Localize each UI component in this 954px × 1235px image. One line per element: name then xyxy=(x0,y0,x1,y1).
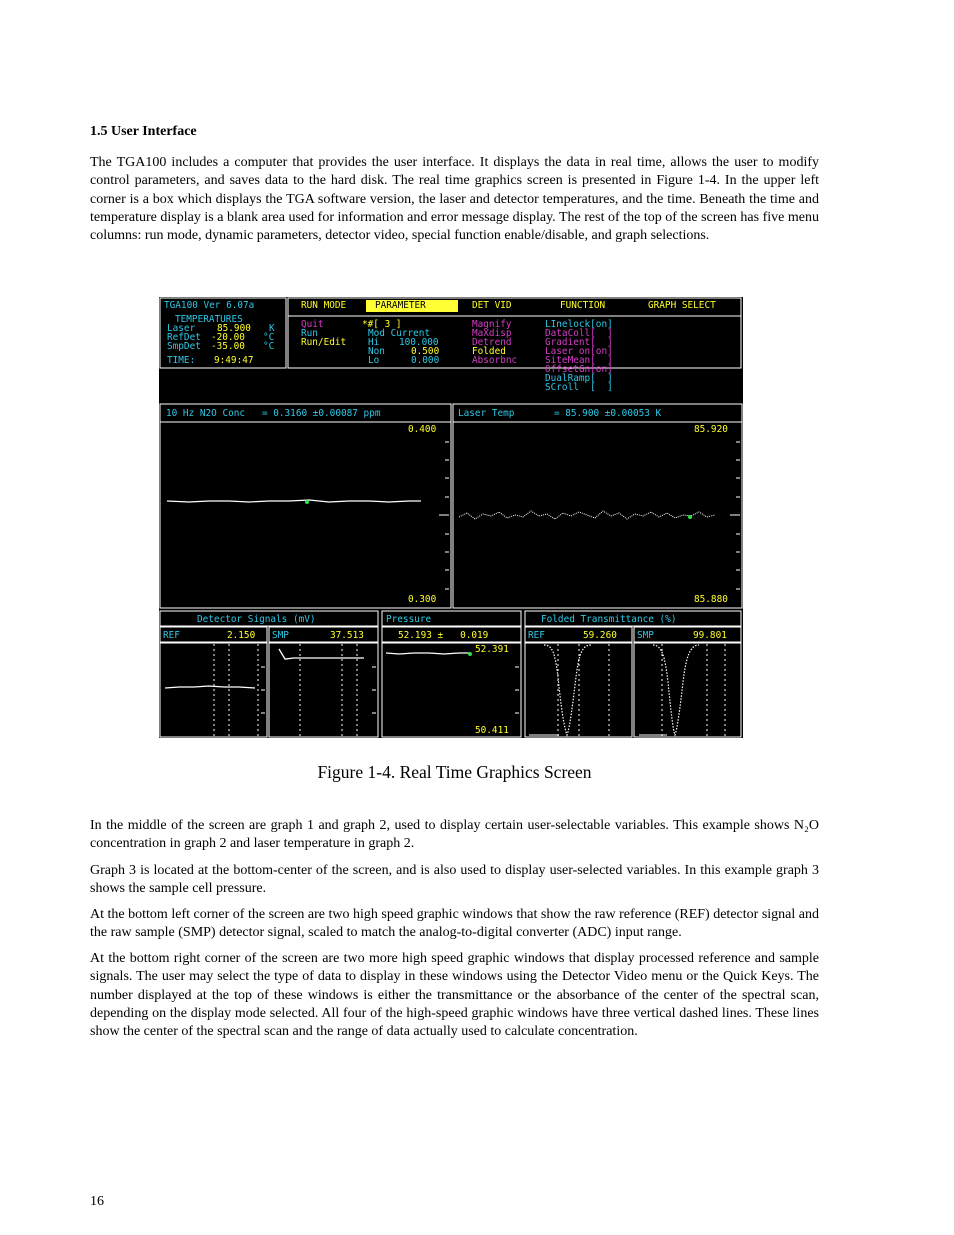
pressure-bottom-value: 50.411 xyxy=(475,725,509,736)
page-number: 16 xyxy=(90,1194,104,1209)
graph2-trace xyxy=(459,511,715,519)
func-scroll[interactable]: SCroll [ ] xyxy=(545,382,613,393)
smpdet-value: -35.00 xyxy=(211,341,245,352)
graph1-header: 10 Hz N2O Conc = 0.3160 ±0.00087 ppm xyxy=(166,408,381,419)
func-datacoll[interactable]: DataColl[ ] xyxy=(545,328,613,339)
runmode-quit[interactable]: Quit xyxy=(301,319,324,330)
param-label-lo[interactable]: Lo xyxy=(368,355,380,366)
smpdet-label: SmpDet xyxy=(167,341,201,352)
ref-label: REF xyxy=(163,630,180,641)
pressure-title: Pressure xyxy=(386,614,432,625)
func-offsetgn[interactable]: OffsetGn[on] xyxy=(545,364,613,375)
folded-smp-value: 99.801 xyxy=(693,630,727,641)
real-time-graphics-screenshot xyxy=(159,297,743,738)
section-heading: 1.5 User Interface xyxy=(90,124,197,139)
graph1-top-value: 0.400 xyxy=(408,424,437,435)
pressure-value: 52.193 ± 0.019 xyxy=(398,630,489,641)
param-value-non: 0.500 xyxy=(411,346,440,357)
laser-temp-value: 85.900 xyxy=(217,323,251,334)
menu-run-mode[interactable]: RUN MODE xyxy=(301,300,347,311)
folded-ref-value: 59.260 xyxy=(583,630,617,641)
graph2-top-value: 85.920 xyxy=(694,424,728,435)
processed-windows-paragraph: At the bottom right corner of the screen are two more high speed graphic windows that display processed reference and sample signals. The user may select the type of data to display in these windows using the Detector Video menu or the Quick Keys. The number displayed at the top of these windows is either the transmittance or the absorbance of the center of the spectral scan, depending on the display mode selected. All four of the high-speed graphic windows have three vertical dashed lines. These lines show the center of the spectral scan and the range of data actually used to calculate concentration. xyxy=(90,951,819,1040)
param-label-non[interactable]: Non xyxy=(368,346,385,357)
graph1-trace xyxy=(167,500,421,502)
param-label-hi[interactable]: Hi xyxy=(368,337,380,348)
detvid-folded[interactable]: Folded xyxy=(472,346,506,357)
refdet-label: RefDet xyxy=(167,332,201,343)
detvid-detrend[interactable]: Detrend xyxy=(472,337,512,348)
smp-value: 37.513 xyxy=(330,630,364,641)
param-label-mod-current[interactable]: Mod Current xyxy=(368,328,431,339)
detvid-maxdisp[interactable]: MaXdisp xyxy=(472,328,512,339)
folded-smp-label: SMP xyxy=(637,630,654,641)
software-version: TGA100 Ver 6.07a xyxy=(164,300,255,311)
runmode-run-edit[interactable]: Run/Edit xyxy=(301,337,347,348)
param-value-lo: 0.000 xyxy=(411,355,440,366)
smpdet-unit: °C xyxy=(263,341,275,352)
graph2-bottom-value: 85.880 xyxy=(694,594,728,605)
detvid-absorbnc[interactable]: Absorbnc xyxy=(472,355,518,366)
detvid-magnify[interactable]: Magnify xyxy=(472,319,512,330)
graph3-paragraph: Graph 3 is located at the bottom-center of the screen, and is also used to display user-selected variables. In this example graph 3 shows the sample cell pressure. xyxy=(90,863,819,897)
time-label: TIME: xyxy=(167,355,196,366)
graphs-paragraph: In the middle of the screen are graph 1 and graph 2, used to display certain user-selectable variables. This example shows N₂O concentration in graph 2 and laser temperature in graph 2. xyxy=(90,818,819,852)
ref-value: 2.150 xyxy=(227,630,256,641)
param-value-hi: 100.000 xyxy=(399,337,439,348)
detector-signals-title: Detector Signals (mV) xyxy=(197,614,316,625)
folded-transmittance-title: Folded Transmittance (%) xyxy=(541,614,677,625)
func-laser-on[interactable]: Laser on[on] xyxy=(545,346,613,357)
figure-caption: Figure 1-4. Real Time Graphics Screen xyxy=(317,762,592,782)
intro-paragraph: The TGA100 includes a computer that provides the user interface. It displays the data in real time, allows the user to modify control parameters, and saves data to the hard disk. The real time graphics screen is presented in Figure 1-4. In the upper left corner is a box which displays the TGA software version, the laser and detector temperatures, and the time. Beneath the time and temperature display is a blank area used for information and error message display. The rest of the top of the screen has five menu columns: run mode, dynamic parameters, detector video, special function enable/disable, and graph selections. xyxy=(90,155,819,244)
refdet-value: -20.00 xyxy=(211,332,245,343)
smp-label: SMP xyxy=(272,630,289,641)
func-linelock[interactable]: LInelock[on] xyxy=(545,319,613,330)
laser-temp-unit: K xyxy=(269,323,275,334)
func-sitemean[interactable]: SiteMean[ ] xyxy=(545,355,613,366)
temperatures-title: TEMPERATURES xyxy=(175,314,243,325)
menu-graph-select[interactable]: GRAPH SELECT xyxy=(648,300,716,311)
raw-windows-paragraph: At the bottom left corner of the screen are two high speed graphic windows that show the raw reference (REF) detector signal and the raw sample (SMP) detector signal, scaled to match the analog-to-digital converter (ADC) input range. xyxy=(90,907,819,941)
param-head: *#[ 3 ] xyxy=(362,319,402,330)
menu-det-vid[interactable]: DET VID xyxy=(472,300,512,311)
graph1-bottom-value: 0.300 xyxy=(408,594,437,605)
func-gradient[interactable]: Gradient[ ] xyxy=(545,337,613,348)
runmode-run[interactable]: Run xyxy=(301,328,318,339)
menu-function[interactable]: FUNCTION xyxy=(560,300,606,311)
refdet-unit: °C xyxy=(263,332,275,343)
time-value: 9:49:47 xyxy=(214,355,254,366)
menu-parameter[interactable]: PARAMETER xyxy=(366,300,458,312)
func-dualramp[interactable]: DualRamp[ ] xyxy=(545,373,613,384)
folded-ref-label: REF xyxy=(528,630,545,641)
graph2-header: Laser Temp = 85.900 ±0.00053 K xyxy=(458,408,662,419)
laser-temp-label: Laser xyxy=(167,323,196,334)
pressure-top-value: 52.391 xyxy=(475,644,509,655)
